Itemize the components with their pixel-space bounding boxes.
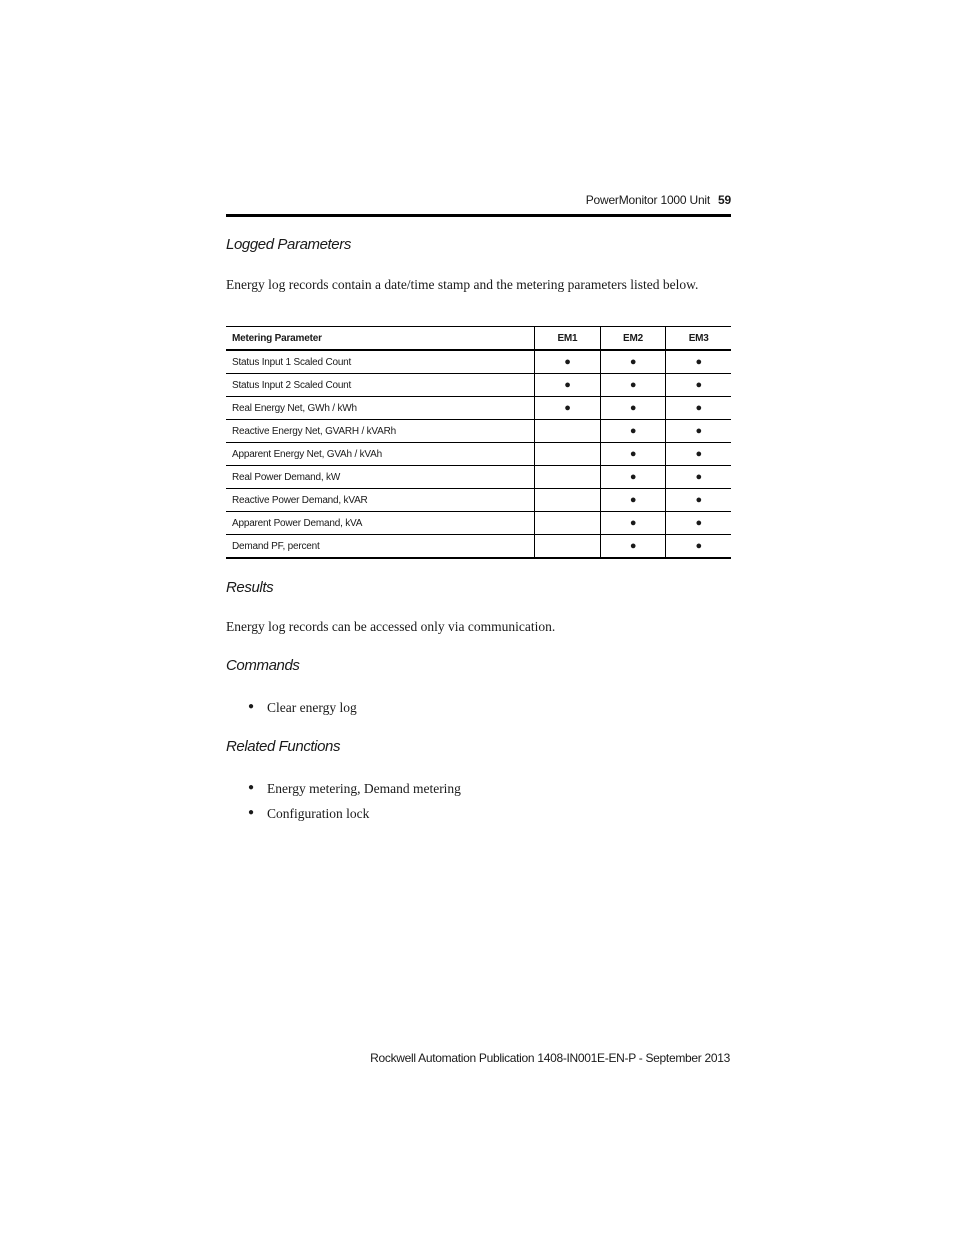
em3-cell: ● bbox=[666, 397, 731, 420]
em2-cell: ● bbox=[600, 466, 666, 489]
parameter-cell: Reactive Power Demand, kVAR bbox=[226, 489, 535, 512]
parameter-cell: Status Input 2 Scaled Count bbox=[226, 374, 535, 397]
table-row bbox=[226, 466, 731, 489]
commands-list bbox=[248, 700, 357, 725]
em1-cell bbox=[535, 489, 601, 512]
em1-cell bbox=[535, 420, 601, 443]
heading-related-functions: Related Functions bbox=[226, 738, 341, 755]
table-row bbox=[226, 443, 731, 466]
header-title: PowerMonitor 1000 Unit bbox=[585, 193, 711, 207]
related-functions-list bbox=[248, 781, 461, 831]
em3-cell: ● bbox=[666, 512, 731, 535]
parameter-cell: Reactive Energy Net, GVARH / kVARh bbox=[226, 420, 535, 443]
em3-cell: ● bbox=[666, 489, 731, 512]
em2-cell: ● bbox=[600, 489, 666, 512]
parameter-cell: Real Power Demand, kW bbox=[226, 466, 535, 489]
em1-cell bbox=[535, 443, 601, 466]
heading-results: Results bbox=[226, 579, 274, 596]
column-header-parameter: Metering Parameter bbox=[226, 327, 535, 351]
em2-cell: ● bbox=[600, 420, 666, 443]
em2-cell: ● bbox=[600, 443, 666, 466]
bullet-icon: ● bbox=[248, 807, 255, 818]
em2-cell: ● bbox=[600, 535, 666, 559]
header-rule bbox=[226, 214, 731, 217]
logged-parameters-intro: Energy log records contain a date/time stamp and the metering parameters listed below. bbox=[226, 277, 699, 292]
column-header-em2: EM2 bbox=[600, 327, 666, 351]
parameter-cell: Status Input 1 Scaled Count bbox=[226, 350, 535, 374]
table-row bbox=[226, 489, 731, 512]
list-item-text: Energy metering, Demand metering bbox=[267, 781, 461, 796]
em3-cell: ● bbox=[666, 466, 731, 489]
em3-cell: ● bbox=[666, 420, 731, 443]
page-number: 59 bbox=[718, 193, 731, 207]
list-item-text: Configuration lock bbox=[267, 806, 370, 821]
list-item bbox=[248, 806, 461, 831]
parameter-cell: Apparent Energy Net, GVAh / kVAh bbox=[226, 443, 535, 466]
em3-cell: ● bbox=[666, 535, 731, 559]
bullet-icon: ● bbox=[248, 782, 255, 793]
list-item-text: Clear energy log bbox=[267, 700, 357, 715]
table-row bbox=[226, 535, 731, 559]
em2-cell: ● bbox=[600, 350, 666, 374]
running-header bbox=[226, 193, 731, 207]
parameter-cell: Demand PF, percent bbox=[226, 535, 535, 559]
heading-commands: Commands bbox=[226, 657, 300, 674]
table-row bbox=[226, 512, 731, 535]
table-row bbox=[226, 397, 731, 420]
em2-cell: ● bbox=[600, 374, 666, 397]
table-header-row bbox=[226, 327, 731, 351]
list-item bbox=[248, 700, 357, 725]
em1-cell: ● bbox=[535, 397, 601, 420]
publication-footer: Rockwell Automation Publication 1408-IN001E-EN-P - September 2013 bbox=[370, 1051, 730, 1065]
list-item bbox=[248, 781, 461, 806]
em1-cell: ● bbox=[535, 374, 601, 397]
em3-cell: ● bbox=[666, 443, 731, 466]
parameter-cell: Apparent Power Demand, kVA bbox=[226, 512, 535, 535]
column-header-em3: EM3 bbox=[666, 327, 731, 351]
em1-cell bbox=[535, 535, 601, 559]
em2-cell: ● bbox=[600, 512, 666, 535]
bullet-icon: ● bbox=[248, 701, 255, 712]
em1-cell bbox=[535, 466, 601, 489]
em3-cell: ● bbox=[666, 374, 731, 397]
metering-parameters-table bbox=[226, 326, 731, 559]
table-row bbox=[226, 420, 731, 443]
em1-cell: ● bbox=[535, 350, 601, 374]
em3-cell: ● bbox=[666, 350, 731, 374]
table-row bbox=[226, 374, 731, 397]
heading-logged-parameters: Logged Parameters bbox=[226, 236, 351, 253]
column-header-em1: EM1 bbox=[535, 327, 601, 351]
parameter-cell: Real Energy Net, GWh / kWh bbox=[226, 397, 535, 420]
results-text: Energy log records can be accessed only via communication. bbox=[226, 619, 556, 634]
em1-cell bbox=[535, 512, 601, 535]
table-row bbox=[226, 350, 731, 374]
em2-cell: ● bbox=[600, 397, 666, 420]
